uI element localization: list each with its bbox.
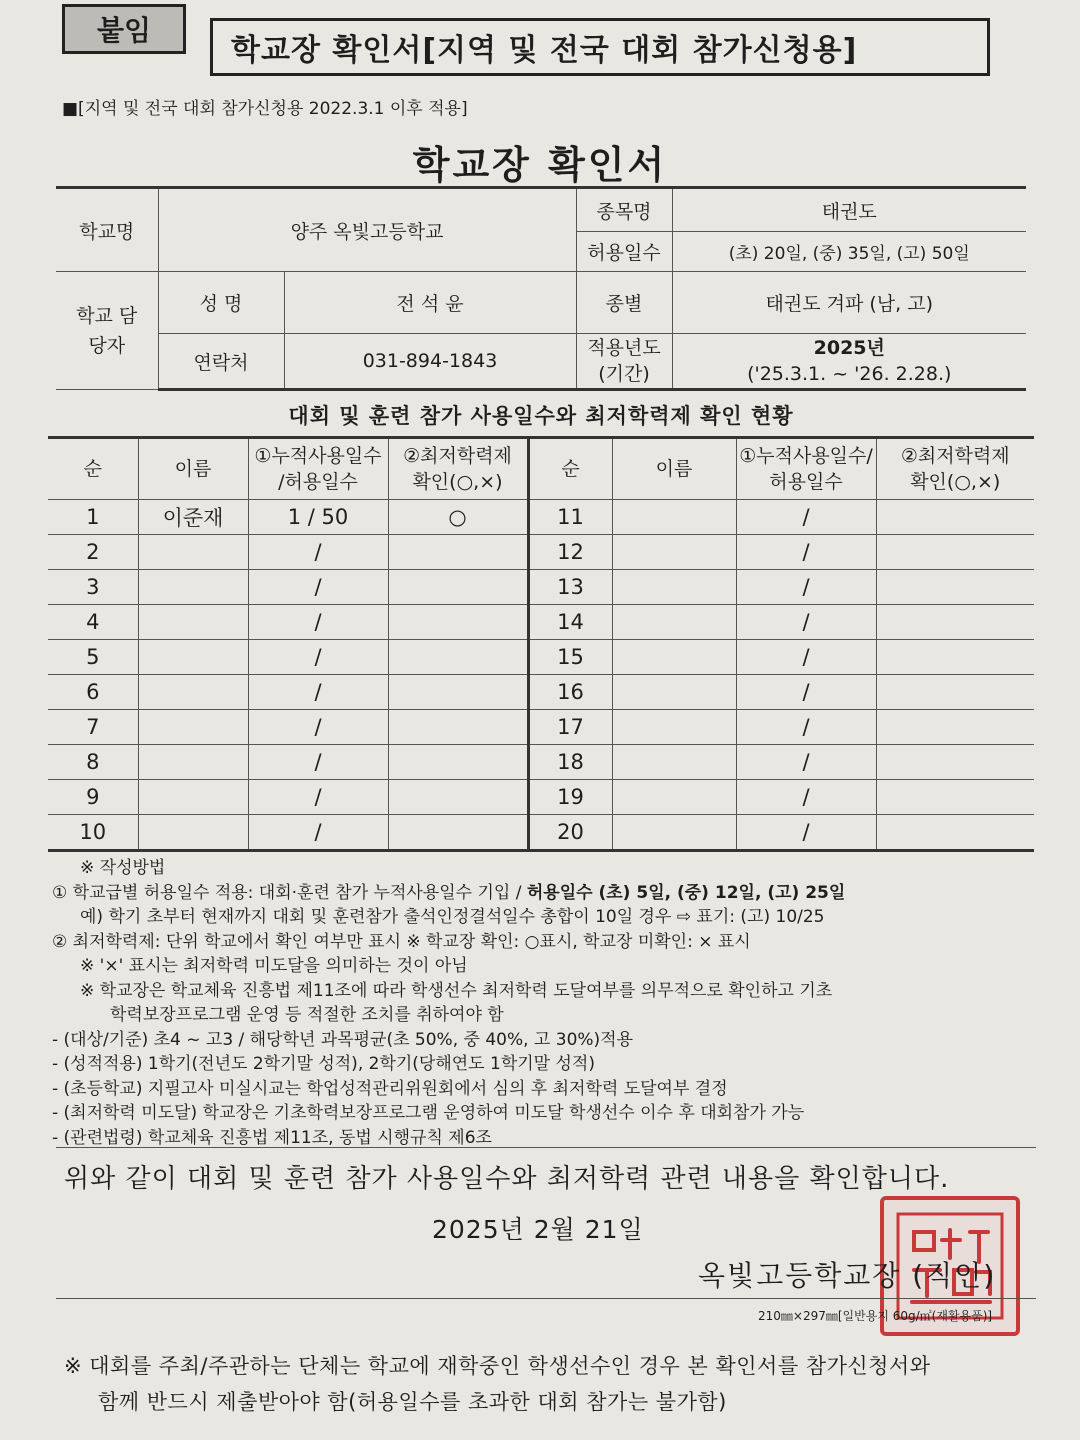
footer-line-1: ※ 대회를 주최/주관하는 단체는 학교에 재학중인 학생선수인 경우 본 확인서를 참가신청서와 [64, 1354, 931, 1378]
table-row [48, 500, 1034, 535]
note-1-text: ① 학교급별 허용일수 적용: 대회·훈련 참가 누적사용일수 기입 / [52, 882, 527, 903]
row-name [612, 675, 736, 710]
row-no: 19 [528, 780, 612, 815]
divider [56, 1147, 1036, 1148]
row-no: 3 [48, 570, 138, 605]
row-check [876, 815, 1034, 851]
table-row [48, 675, 1034, 710]
detail-3: - (초등학교) 지필고사 미실시교는 학업성적관리위원회에서 심의 후 최저학력 도달여부 결정 [52, 1078, 728, 1099]
row-days: / [736, 500, 876, 535]
note-1-bold: 허용일수 (초) 5일, (중) 12일, (고) 25일 [526, 882, 846, 903]
row-days: / [248, 780, 388, 815]
row-check [388, 815, 528, 851]
detail-4: - (최저학력 미도달) 학교장은 기초학력보장프로그램 운영하여 미도달 학생선수 이수 후 대회참가 가능 [52, 1103, 805, 1123]
year-label-line1: 적용년도 [587, 337, 661, 359]
row-name [612, 815, 736, 851]
header-academic-left [388, 438, 528, 500]
row-days: / [736, 640, 876, 675]
note-2-b2: 학력보장프로그램 운영 등 적절한 조치를 취하여야 함 [110, 1005, 504, 1025]
row-no: 20 [528, 815, 612, 851]
row-name [138, 605, 248, 640]
table-row [48, 780, 1034, 815]
header-no-right: 순 [528, 438, 612, 500]
sport-value: 태권도 [672, 188, 1026, 232]
row-check [388, 570, 528, 605]
row-check [876, 605, 1034, 640]
row-name [138, 710, 248, 745]
table-row [48, 570, 1034, 605]
header-academic-right [876, 438, 1034, 500]
header-days-left [248, 438, 388, 500]
row-days: / [248, 710, 388, 745]
row-name [138, 640, 248, 675]
row-days: / [248, 745, 388, 780]
row-days: / [736, 535, 876, 570]
row-no: 4 [48, 605, 138, 640]
row-name [612, 500, 736, 535]
row-name [138, 570, 248, 605]
header-days-left-1: ①누적사용일수 [254, 445, 382, 467]
row-days: / [248, 640, 388, 675]
row-name [612, 745, 736, 780]
header-academic-right-2: 확인(○,×) [910, 471, 1001, 493]
footer-note [64, 1348, 931, 1420]
row-check [388, 710, 528, 745]
row-no: 5 [48, 640, 138, 675]
table-row [48, 815, 1034, 851]
row-no: 18 [528, 745, 612, 780]
table-row [48, 640, 1034, 675]
year-label-line2: (기간) [598, 363, 650, 385]
header-academic-left-2: 확인(○,×) [412, 471, 503, 493]
row-check [876, 710, 1034, 745]
header-days-right-1: ①누적사용일수/ [739, 445, 873, 467]
name-value: 전 석 윤 [284, 272, 576, 334]
row-check: ○ [388, 500, 528, 535]
detail-5: - (관련법령) 학교체육 진흥법 제11조, 동법 시행규칙 제6조 [52, 1127, 492, 1148]
category-label: 종별 [576, 272, 672, 334]
row-days: / [248, 570, 388, 605]
sport-label: 종목명 [576, 188, 672, 232]
row-no: 8 [48, 745, 138, 780]
row-no: 7 [48, 710, 138, 745]
row-name [138, 815, 248, 851]
row-check [388, 640, 528, 675]
row-name [138, 745, 248, 780]
detail-2: - (성적적용) 1학기(전년도 2학기말 성적), 2학기(당해연도 1학기말 성적) [52, 1054, 595, 1074]
note-1-example: 예) 학기 초부터 현재까지 대회 및 훈련참가 출석인정결석일수 총합이 10일 경우 ⇨ 표기: (고) 10/25 [80, 907, 825, 927]
row-name [612, 710, 736, 745]
row-check [388, 675, 528, 710]
row-no: 15 [528, 640, 612, 675]
document-title: 학교장 확인서 [412, 143, 668, 187]
row-days: / [736, 675, 876, 710]
attachment-tag: 붙임 [62, 4, 186, 54]
note-1 [52, 881, 1042, 906]
row-name [612, 535, 736, 570]
section-title: 대회 및 훈련 참가 사용일수와 최저학력제 확인 현황 [288, 404, 794, 428]
table-row [48, 535, 1034, 570]
row-no: 16 [528, 675, 612, 710]
roster-table [48, 436, 1034, 852]
note-2-a: ※ '×' 표시는 최저학력 미도달을 의미하는 것이 아님 [80, 956, 468, 976]
row-days: / [248, 815, 388, 851]
row-days: / [736, 780, 876, 815]
school-value: 양주 옥빛고등학교 [158, 188, 576, 272]
row-check [876, 780, 1034, 815]
row-check [876, 745, 1034, 780]
row-check [388, 780, 528, 815]
row-days: / [736, 605, 876, 640]
info-table [56, 186, 1026, 391]
row-check [388, 745, 528, 780]
row-days: / [248, 535, 388, 570]
writing-instructions [52, 856, 1042, 1150]
signer-line: 옥빛고등학교장 (직인) [698, 1259, 997, 1292]
row-no: 10 [48, 815, 138, 851]
row-check [876, 535, 1034, 570]
table-row [48, 605, 1034, 640]
note-2: ② 최저학력제: 단위 학교에서 확인 여부만 표시 ※ 학교장 확인: ○표시, 학교장 미확인: × 표시 [52, 931, 751, 952]
header-name-left: 이름 [138, 438, 248, 500]
row-days: / [736, 570, 876, 605]
row-name: 이준재 [138, 500, 248, 535]
row-name [612, 605, 736, 640]
header-name-right: 이름 [612, 438, 736, 500]
school-label: 학교명 [56, 188, 158, 272]
header-no-left: 순 [48, 438, 138, 500]
row-days: 1 / 50 [248, 500, 388, 535]
table-row [48, 710, 1034, 745]
row-name [612, 570, 736, 605]
row-check [876, 675, 1034, 710]
row-no: 12 [528, 535, 612, 570]
footer-line-2: 함께 반드시 제출받아야 함(허용일수를 초과한 대회 참가는 불가함) [98, 1390, 727, 1414]
row-no: 1 [48, 500, 138, 535]
paper-spec: 210㎜×297㎜[일반용지 60g/㎡(재활용품)] [758, 1309, 993, 1323]
row-name [138, 535, 248, 570]
row-days: / [736, 710, 876, 745]
manager-label: 학교 담당자 [56, 272, 158, 390]
table-row [48, 745, 1034, 780]
row-check [876, 570, 1034, 605]
allowed-days-value: (초) 20일, (중) 35일, (고) 50일 [672, 232, 1026, 272]
issue-date: 2025년 2월 21일 [432, 1215, 644, 1244]
row-check [876, 640, 1034, 675]
header-academic-right-1: ②최저학력제 [900, 445, 1010, 467]
year-value-period: ('25.3.1. ~ '26. 2.28.) [747, 363, 952, 385]
name-label: 성 명 [158, 272, 284, 334]
row-days: / [248, 605, 388, 640]
header-days-right [736, 438, 876, 500]
row-name [138, 675, 248, 710]
row-no: 14 [528, 605, 612, 640]
row-name [612, 640, 736, 675]
row-name [138, 780, 248, 815]
year-value [672, 334, 1026, 390]
row-days: / [736, 745, 876, 780]
row-check [388, 605, 528, 640]
year-label [576, 334, 672, 390]
contact-label: 연락처 [158, 334, 284, 390]
allowed-days-label: 허용일수 [576, 232, 672, 272]
row-days: / [736, 815, 876, 851]
row-no: 11 [528, 500, 612, 535]
row-days: / [248, 675, 388, 710]
row-no: 13 [528, 570, 612, 605]
row-no: 6 [48, 675, 138, 710]
header-title: 학교장 확인서[지역 및 전국 대회 참가신청용] [210, 18, 990, 76]
row-name [612, 780, 736, 815]
header-academic-left-1: ②최저학력제 [403, 445, 512, 467]
row-check [876, 500, 1034, 535]
confirmation-statement: 위와 같이 대회 및 훈련 참가 사용일수와 최저학력 관련 내용을 확인합니다. [64, 1164, 950, 1194]
detail-1: - (대상/기준) 초4 ~ 고3 / 해당학년 과목평균(초 50%, 중 40%, 고 30%)적용 [52, 1029, 634, 1050]
row-no: 2 [48, 535, 138, 570]
divider [56, 1298, 1036, 1299]
note-2-b1: ※ 학교장은 학교체육 진흥법 제11조에 따라 학생선수 최저학력 도달여부를 의무적으로 확인하고 기초 [80, 980, 833, 1001]
row-no: 9 [48, 780, 138, 815]
application-subnote: ■[지역 및 전국 대회 참가신청용 2022.3.1 이후 적용] [62, 99, 468, 119]
row-no: 17 [528, 710, 612, 745]
notes-heading: ※ 작성방법 [80, 858, 166, 878]
header-days-left-2: /허용일수 [278, 471, 358, 493]
contact-value: 031-894-1843 [284, 334, 576, 390]
row-check [388, 535, 528, 570]
year-value-main: 2025년 [813, 337, 885, 359]
header-days-right-2: 허용일수 [769, 471, 843, 493]
category-value: 태권도 겨파 (남, 고) [672, 272, 1026, 334]
